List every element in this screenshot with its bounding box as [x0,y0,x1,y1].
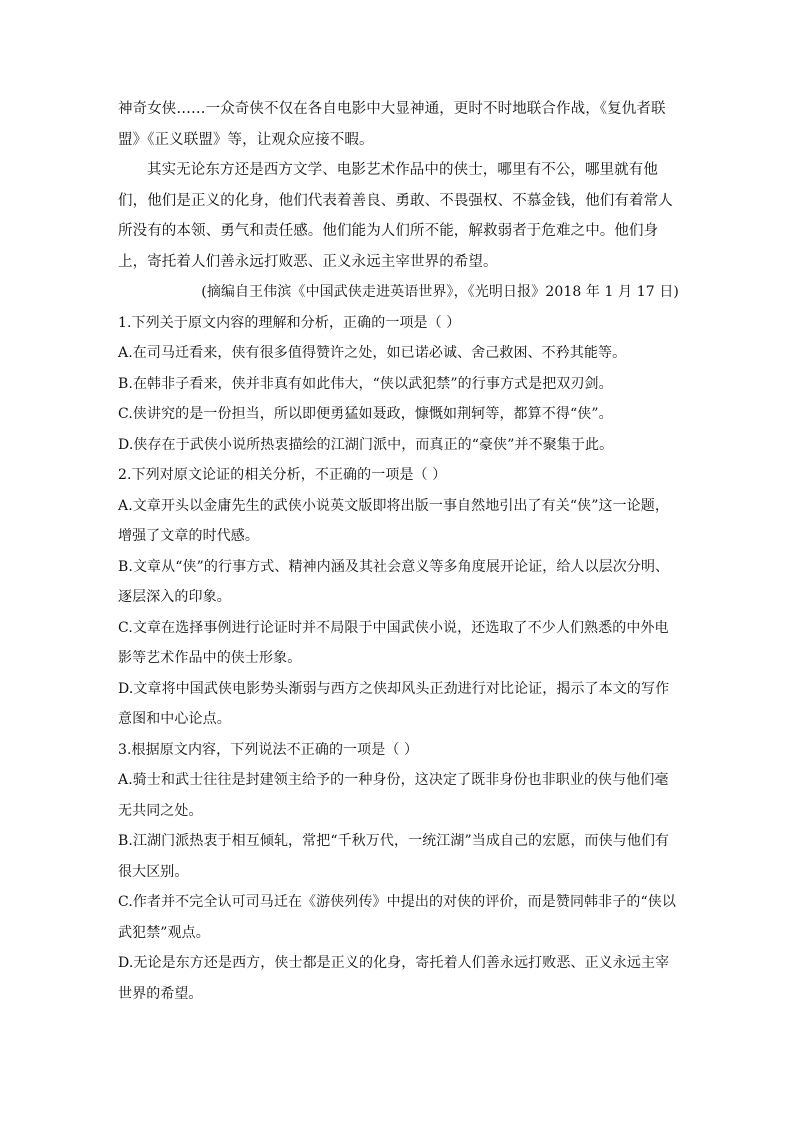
question-1 [118,308,679,461]
continued-paragraph: 神奇女侠……一众奇侠不仅在各自电影中大显神通，更时不时地联合作战，《复仇者联盟》《正义联盟》等，让观众应接不暇。 [118,101,666,148]
closing-paragraph: 其实无论东方还是西方文学、电影艺术作品中的侠士，哪里有不公，哪里就有他们，他们是正义的化身，他们代表着善良、勇敢、不畏强权、不慕金钱，他们有着常人所没有的本领、勇气和责任感。他们能为人们所不能，解救弱者于危难之中。他们身上，寄托着人们善永远打败恶、正义永远主宰世界的希望。 [118,162,673,270]
question-2-title: 2.下列对原文论证的相关分析，不正确的一项是（ ） [118,467,447,483]
question-3-title: 3.根据原文内容，下列说法不正确的一项是（ ） [118,741,419,758]
question-3-option-b: B.江湖门派热衷于相互倾轧，常把“千秋万代，一统江湖”当成自己的宏愿，而侠与他们有很大区别。 [118,833,670,880]
question-1-title: 1.下列关于原文内容的理解和分析，正确的一项是（ ） [118,314,461,331]
question-2-option-c: C.文章在选择事例进行论证时并不局限于中国武侠小说，还选取了不少人们熟悉的中外电影等艺术作品中的侠士形象。 [118,619,669,666]
page-content [118,94,679,1009]
question-1-option-a: A.在司马迁看来，侠有很多值得赞许之处，如已诺必诚、舍己救困、不矜其能等。 [118,345,627,361]
question-2-option-a: A.文章开头以金庸先生的武侠小说英文版即将出版一事自然地引出了有关“侠”这一论题，增强了文章的时代感。 [118,497,669,544]
question-2 [118,460,679,735]
question-3-option-c: C.作者并不完全认可司马迁在《游侠列传》中提出的对侠的评价，而是赞同韩非子的“侠以武犯禁”观点。 [118,894,676,941]
question-1-option-c: C.侠讲究的是一份担当，所以即便勇猛如聂政，慷慨如荆轲等，都算不得“侠”。 [118,406,613,422]
question-1-option-b: B.在韩非子看来，侠并非真有如此伟大，“侠以武犯禁”的行事方式是把双刃剑。 [118,375,613,392]
question-3-option-a: A.骑士和武士往往是封建领主给予的一种身份，这决定了既非身份也非职业的侠与他们毫无共同之处。 [118,772,669,819]
question-2-option-d: D.文章将中国武侠电影势头渐弱与西方之侠却风头正劲进行对比论证，揭示了本文的写作意图和中心论点。 [118,680,670,727]
question-3-option-d: D.无论是东方还是西方，侠士都是正义的化身，寄托着人们善永远打败恶、正义永远主宰世界的希望。 [118,955,670,1002]
source-citation: (摘编自王伟滨《中国武侠走进英语世界》，《光明日报》2018 年 1 月 17 日) [201,284,679,300]
question-3 [118,735,679,1010]
question-1-option-d: D.侠存在于武侠小说所热衷描绘的江湖门派中，而真正的“豪侠”并不聚集于此。 [118,436,614,453]
question-2-option-b: B.文章从“侠”的行事方式、精神内涵及其社会意义等多角度展开论证，给人以层次分明、逐层深入的印象。 [118,558,670,605]
